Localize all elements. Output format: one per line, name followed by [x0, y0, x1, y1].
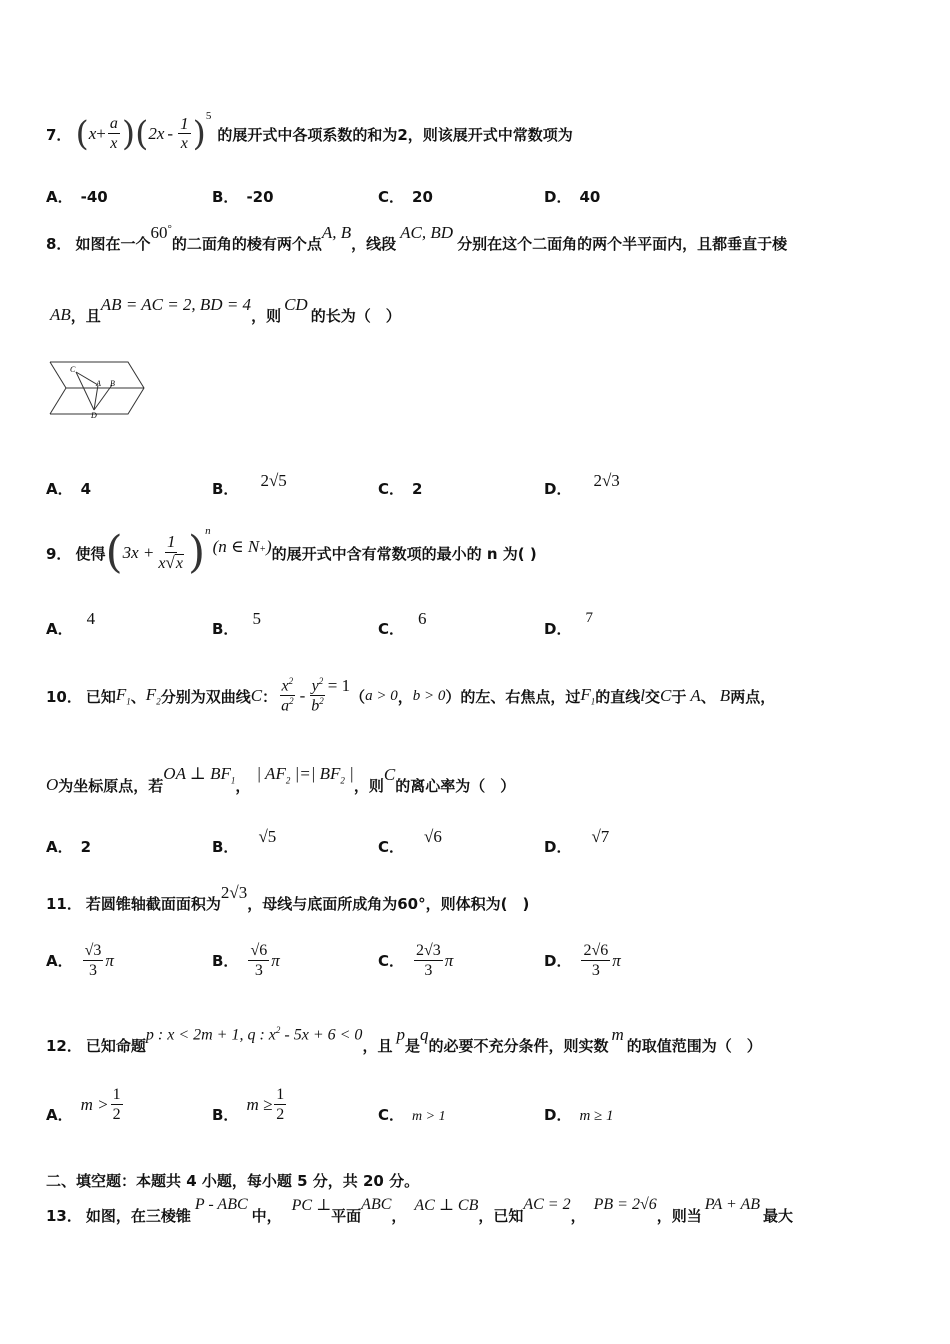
math: m > — [80, 1094, 109, 1114]
text: 交 — [645, 687, 661, 706]
option-d[interactable]: D． 40 — [544, 187, 601, 206]
text: 的离心率为（ ） — [395, 776, 516, 795]
question-text: 的展开式中各项系数的和为2，则该展开式中常数项为 — [217, 125, 573, 144]
question-9-options — [46, 608, 710, 638]
math-m: m — [611, 1025, 624, 1044]
math-pb: PB = 2√6 — [593, 1196, 657, 1213]
math-o: O — [46, 775, 59, 794]
pi: π — [271, 950, 280, 970]
math-c: C — [383, 765, 396, 784]
option-a[interactable]: A． 4 — [46, 608, 96, 638]
text: 已知命题 — [85, 1036, 146, 1055]
math-equals-1: = 1 — [327, 676, 351, 695]
left-paren: ( — [105, 527, 123, 578]
math: m ≥ 1 — [579, 1108, 614, 1125]
question-number: 10． — [46, 687, 82, 706]
question-8-options — [46, 470, 710, 498]
text: 的长为（ ） — [310, 306, 401, 325]
text: 如图，在三棱锥 — [85, 1206, 191, 1225]
text: （ — [350, 687, 366, 706]
text: 若圆锥轴截面面积为 — [85, 894, 221, 913]
text: 如图在一个 — [75, 234, 151, 253]
text: ，且 — [70, 306, 101, 325]
math-a-gt-0: a > 0 — [365, 687, 398, 704]
text: 的二面角的棱有两个点 — [171, 234, 322, 253]
math-minus: - — [167, 124, 174, 143]
question-10-line-2 — [46, 764, 910, 800]
text: ，则当 — [656, 1206, 702, 1225]
math-abc: ABC — [361, 1196, 392, 1213]
option-b[interactable]: B． 2√5 — [212, 470, 287, 498]
question-11-options — [46, 942, 710, 980]
text: 、 — [700, 687, 716, 706]
math-p: p — [396, 1025, 405, 1044]
text: 已知 — [85, 687, 116, 706]
fraction: $\frac{1}{2}$ — [112, 1086, 121, 1123]
condition: (n ∈ N+) — [212, 537, 272, 556]
math-perp: OA ⊥ $BF_1$ — [163, 764, 236, 786]
text: 最大 — [763, 1206, 794, 1225]
exponent: n — [205, 525, 211, 537]
math-ac-eq-2: AC = 2 — [523, 1196, 571, 1213]
question-12-options — [46, 1086, 710, 1124]
left-paren: ( — [135, 114, 149, 154]
dihedral-angle-figure — [46, 358, 150, 424]
text: 的取值范围为（ ） — [626, 1036, 762, 1055]
question-10-options — [46, 826, 710, 856]
text: 的展开式中含有常数项的最小的 n 为( ) — [271, 544, 537, 563]
text: ，线段 — [351, 234, 397, 253]
label-d: D — [91, 411, 97, 420]
math-ab: AB — [50, 305, 71, 324]
option-c[interactable]: C． $\frac{2√3}{3}$ π — [378, 942, 454, 979]
math-plus: + — [96, 124, 106, 143]
option-a[interactable]: A． m > $\frac{1}{2}$ — [46, 1086, 121, 1125]
math-pc-perp: PC ⊥ — [291, 1197, 332, 1214]
math-pa-plus-ab: PA + AB — [704, 1196, 761, 1213]
option-d[interactable]: D． m ≥ 1 — [544, 1106, 614, 1125]
label-b: B — [110, 379, 115, 388]
question-number: 11． — [46, 894, 82, 913]
text: ，且 — [362, 1036, 393, 1055]
math: m > 1 — [412, 1108, 446, 1124]
option-a[interactable]: A． 4 — [46, 479, 92, 498]
text: 于 — [671, 687, 687, 706]
text: 分别在这个二面角的两个半平面内，且都垂直于棱 — [457, 234, 788, 253]
text: 的必要不充分条件，则实数 — [428, 1036, 609, 1055]
math-ab: A, B — [321, 223, 352, 242]
option-c[interactable]: C． 2 — [378, 479, 423, 498]
right-paren: ) — [121, 114, 136, 154]
fraction-1-over-x-sqrt-x: $\frac{1}{x√x}$ — [158, 531, 183, 572]
math-l: l — [640, 686, 646, 705]
math-b: B — [719, 686, 731, 705]
option-c[interactable]: C． √6 — [378, 826, 442, 856]
option-a[interactable]: A． 2 — [46, 837, 92, 856]
option-b[interactable]: B． √5 — [212, 826, 277, 856]
question-7 — [46, 110, 910, 158]
text: 中， — [251, 1206, 282, 1225]
fraction: $\frac{2√3}{3}$ — [416, 942, 441, 979]
label-c: C — [70, 365, 76, 374]
text: ， — [391, 1206, 407, 1225]
fraction: $\frac{2√6}{3}$ — [583, 942, 609, 979]
fraction: $\frac{√6}{3}$ — [250, 942, 268, 979]
text: ，已知 — [478, 1206, 524, 1225]
option-a[interactable]: A． -40 — [46, 187, 108, 206]
math-propositions: p : x < 2m + 1, q : $x^2 - 5x + 6 < 0$ — [145, 1025, 363, 1044]
option-c[interactable]: C． m > 1 — [378, 1106, 446, 1125]
math-ac-bd: AC, BD — [400, 223, 454, 242]
question-10-line-1 — [46, 668, 930, 724]
question-7-options — [46, 186, 710, 207]
text: 两点， — [730, 687, 776, 706]
option-c[interactable]: C． 20 — [378, 187, 433, 206]
question-number: 13． — [46, 1206, 82, 1225]
question-13 — [46, 1196, 914, 1230]
question-8-line-1 — [46, 223, 910, 258]
text: ，母线与底面所成角为60°，则体积为( ) — [247, 894, 530, 913]
question-number: 7． — [46, 125, 72, 144]
section-2-heading — [46, 1168, 910, 1192]
math-3x: 3x + — [122, 543, 155, 562]
math-minus: - — [299, 686, 306, 705]
option-a[interactable]: A． $\frac{√3}{3}$ π — [46, 942, 114, 979]
text: 是 — [404, 1036, 420, 1055]
math-f1: $F_1$ — [580, 685, 596, 707]
math-2-sqrt-3: 2√3 — [220, 883, 248, 902]
option-b[interactable]: B． -20 — [212, 187, 274, 206]
math-q: q — [419, 1025, 429, 1044]
math-2x: 2x — [148, 124, 165, 143]
question-8-line-2 — [50, 295, 910, 330]
text: 的直线 — [595, 687, 641, 706]
text: ，则 — [251, 306, 282, 325]
option-c[interactable]: C． 6 — [378, 608, 427, 638]
text: 分别为双曲线 — [160, 687, 251, 706]
left-paren: ( — [75, 114, 89, 154]
fraction-1-over-x: $\frac{1}{x}$ — [180, 113, 189, 153]
math-ac-perp-cb: AC ⊥ CB — [414, 1197, 479, 1214]
option-d[interactable]: D． 2√3 — [544, 470, 620, 498]
text: ， — [397, 687, 413, 706]
question-number: 9． — [46, 544, 72, 563]
text: ，则 — [353, 776, 384, 795]
option-b[interactable]: B． 5 — [212, 608, 261, 638]
math-abs: | $AF_2$ |=| $BF_2$ | — [256, 764, 354, 786]
text: ， — [235, 776, 251, 795]
option-d[interactable]: D． 7 — [544, 610, 593, 638]
math-pyramid: P - ABC — [194, 1196, 248, 1213]
label-a: A — [96, 379, 101, 388]
text: ： — [262, 687, 278, 706]
question-9 — [46, 526, 910, 580]
option-b[interactable]: B． m ≥ $\frac{1}{2}$ — [212, 1086, 285, 1125]
question-11 — [46, 883, 910, 918]
option-d[interactable]: D． $\frac{2√6}{3}$ π — [544, 942, 621, 979]
fraction-x2-a2: $\frac{x^2}{a^2}$ — [281, 675, 294, 715]
math-c: C — [660, 686, 672, 705]
fraction-y2-b2: $\frac{y^2}{b^2}$ — [311, 675, 324, 715]
text: ， — [570, 1206, 586, 1225]
fraction-a-over-x: $\frac{a}{x}$ — [109, 115, 118, 152]
math: 60 — [150, 223, 168, 242]
math-a: A — [690, 686, 701, 705]
math-b-gt-0: b > 0 — [412, 687, 446, 704]
question-number: 8． — [46, 234, 72, 253]
text: 使得 — [75, 544, 106, 563]
pi: π — [105, 950, 114, 970]
exponent: 5 — [205, 110, 212, 122]
right-paren: ) — [192, 114, 206, 154]
fraction: $\frac{1}{2}$ — [276, 1086, 285, 1123]
math-lengths: AB = AC = 2, BD = 4 — [100, 295, 252, 314]
text: 、 — [130, 687, 146, 706]
question-12 — [46, 1025, 910, 1060]
option-b[interactable]: B． $\frac{√6}{3}$ π — [212, 942, 280, 979]
question-number: 12． — [46, 1036, 82, 1055]
right-paren: ) — [187, 527, 206, 578]
pi: π — [612, 950, 621, 970]
fraction: $\frac{√3}{3}$ — [84, 942, 102, 979]
text: ）的左、右焦点，过 — [445, 687, 581, 706]
math: m ≥ — [246, 1094, 273, 1114]
text: 为坐标原点，若 — [58, 776, 164, 795]
math-f2: $F_2$ — [145, 685, 161, 707]
math-c: C — [250, 686, 263, 705]
math-f1: $F_1$ — [115, 685, 131, 707]
pi: π — [444, 950, 454, 970]
math-60-deg — [150, 223, 171, 243]
option-d[interactable]: D． √7 — [544, 826, 610, 856]
math-x: x — [88, 124, 97, 143]
math-cd: CD — [284, 295, 308, 314]
degree: ° — [167, 223, 172, 235]
section-title: 二、填空题：本题共 4 小题，每小题 5 分，共 20 分。 — [46, 1171, 420, 1190]
text: 平面 — [331, 1206, 362, 1225]
